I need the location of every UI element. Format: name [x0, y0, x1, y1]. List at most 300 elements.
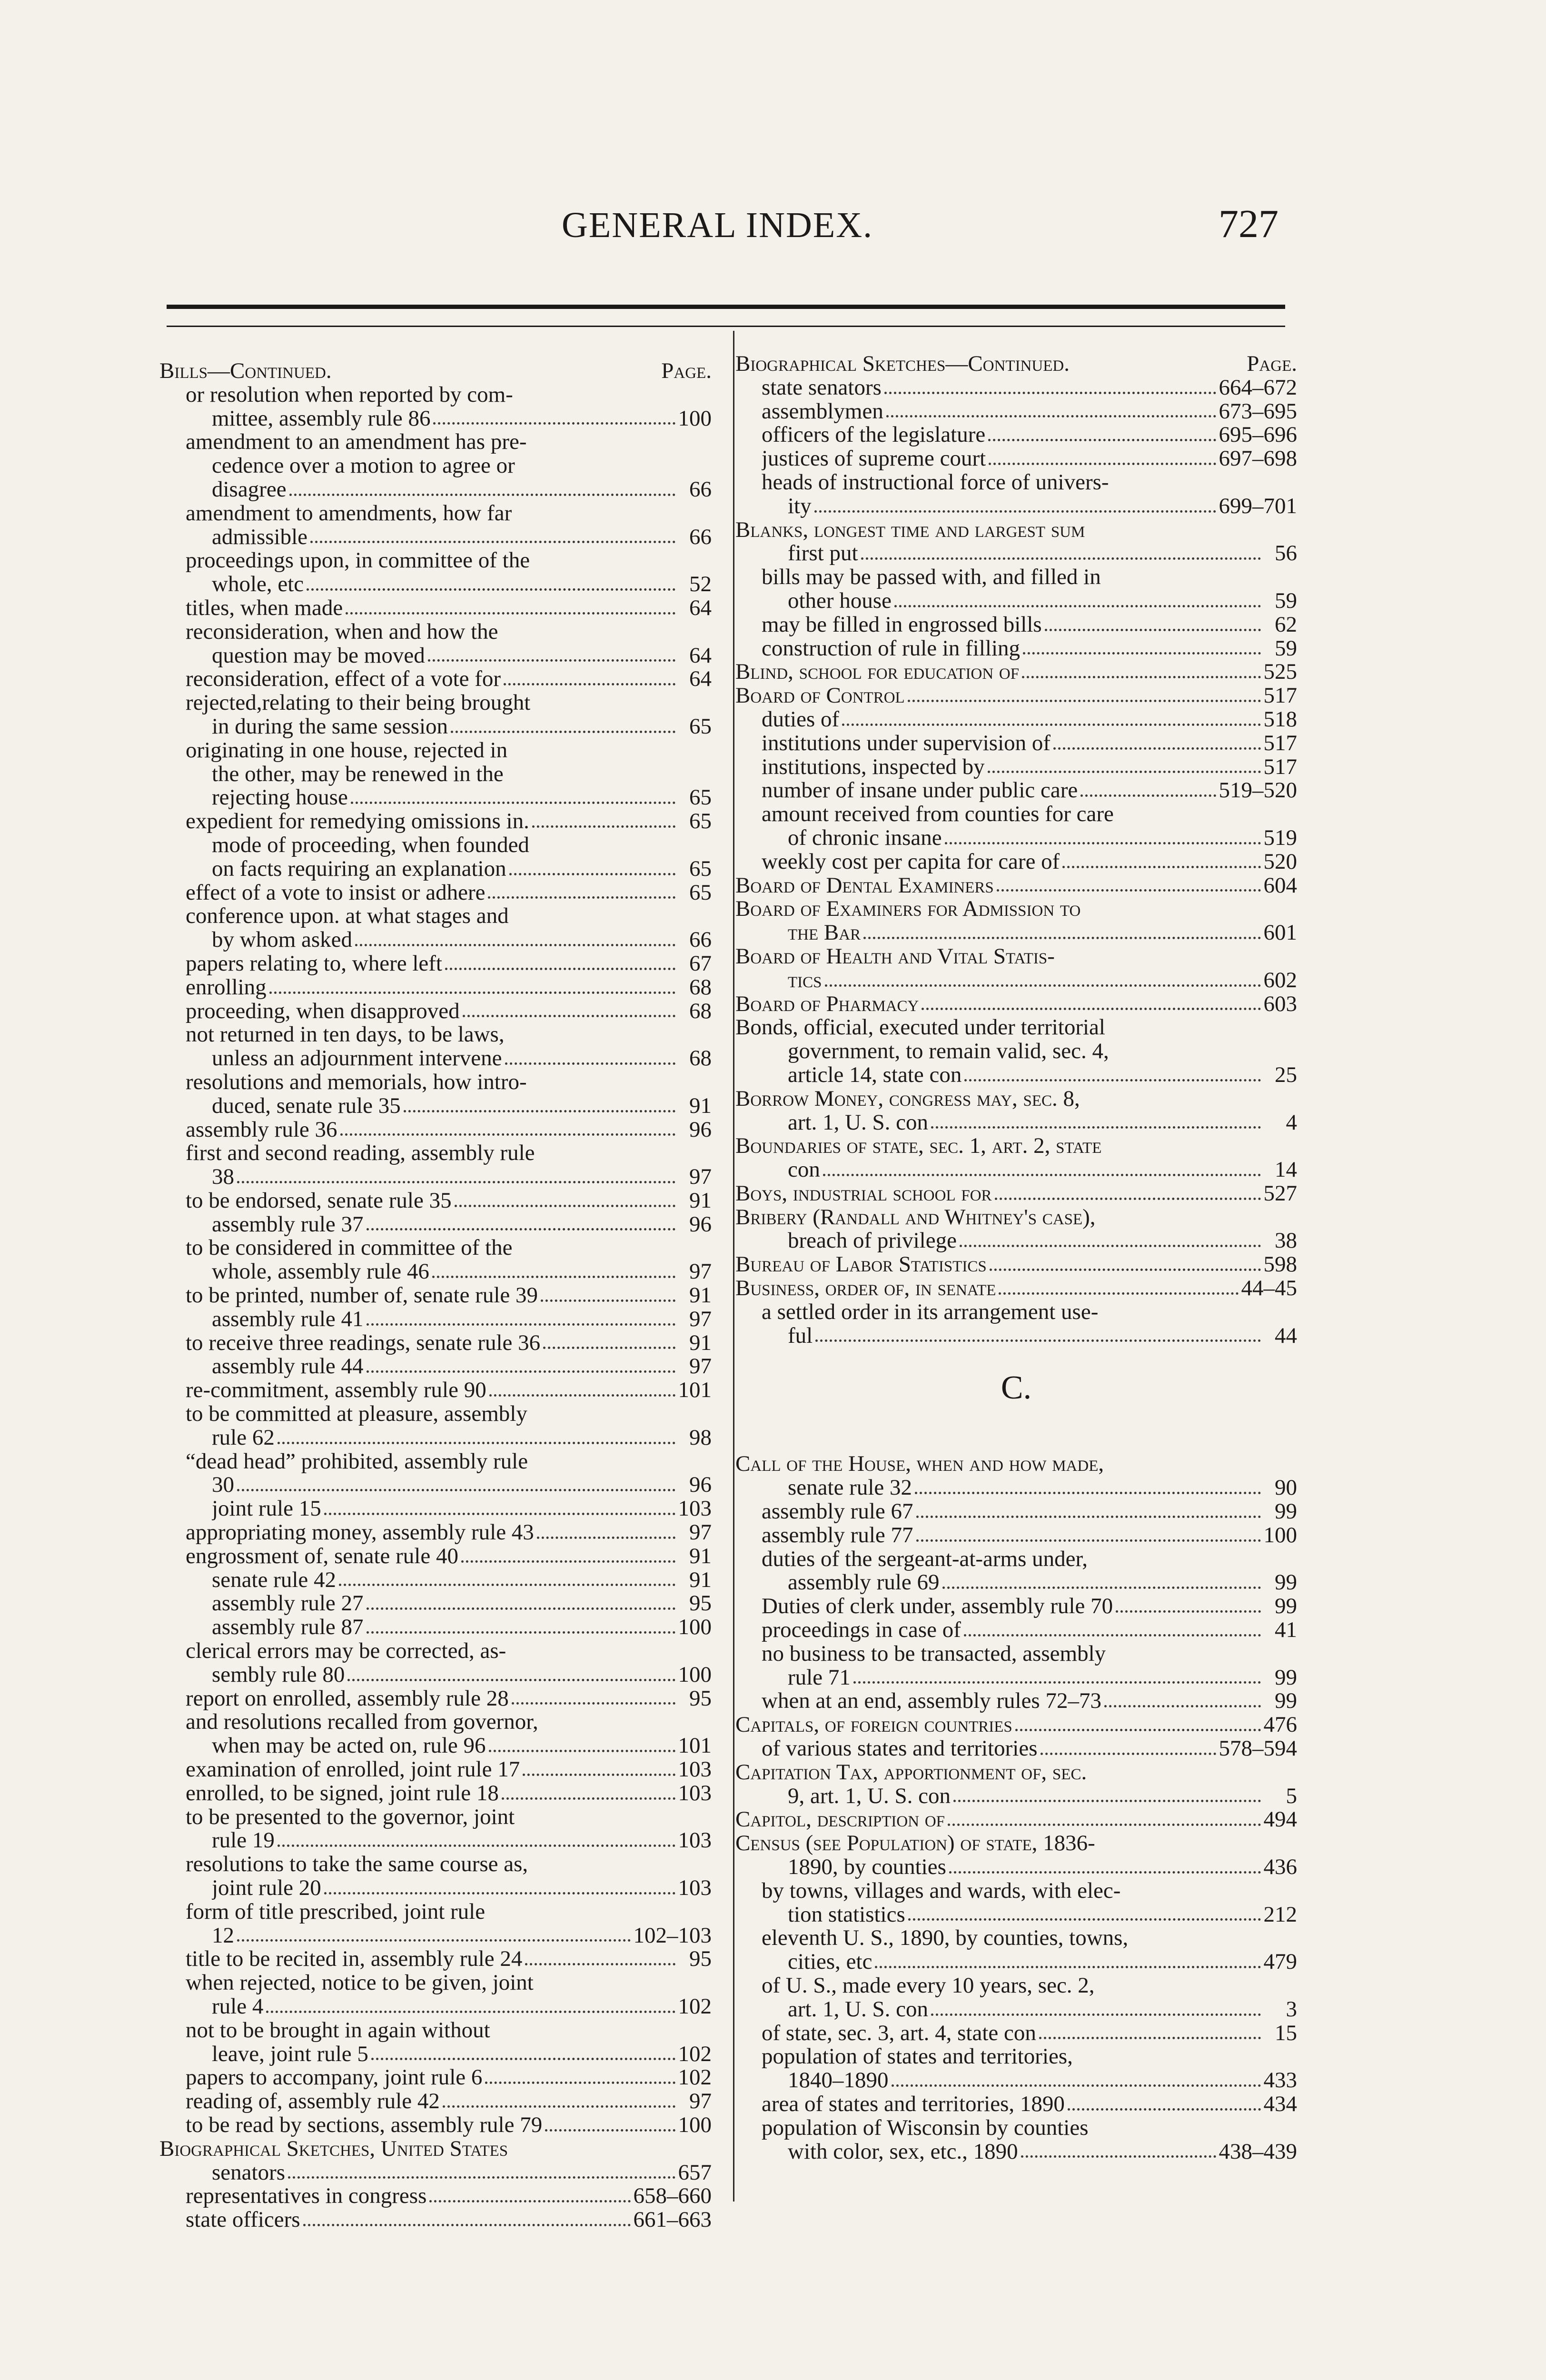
index-entry-text: of state, sec. 3, art. 4, state con — [762, 2021, 1036, 2045]
index-entry — [735, 1087, 1297, 1111]
index-entry-text: no business to be transacted, assembly — [762, 1642, 1106, 1666]
dot-leader — [875, 1965, 1260, 1968]
index-entry-text: weekly cost per capita for care of — [762, 850, 1060, 874]
index-entry-text: institutions under supervision of — [762, 731, 1051, 755]
index-entry-page: 438–439 — [1219, 2139, 1297, 2164]
index-entry — [159, 1023, 712, 1047]
index-entry-page: 103 — [678, 1757, 712, 1782]
index-entry-page: 97 — [689, 1259, 712, 1284]
index-entry-text: state senators — [762, 376, 882, 400]
index-entry-page: 96 — [689, 1117, 712, 1142]
dot-leader — [894, 605, 1261, 607]
index-entry — [735, 826, 1297, 850]
index-entry-text: other house — [788, 589, 892, 613]
index-entry — [735, 1761, 1297, 1785]
index-entry — [159, 1545, 712, 1568]
index-entry — [159, 1782, 712, 1805]
dot-leader — [404, 1110, 675, 1112]
index-entry-page: 15 — [1275, 2020, 1297, 2045]
dot-leader — [525, 1963, 675, 1965]
index-entry — [159, 1331, 712, 1355]
dot-leader — [455, 1204, 675, 1207]
index-entry — [159, 1308, 712, 1331]
dot-leader — [990, 1268, 1261, 1271]
index-entry — [735, 803, 1297, 826]
dot-leader — [324, 1892, 675, 1894]
index-entry — [159, 1000, 712, 1023]
index-entry-page: 103 — [678, 1875, 712, 1900]
index-entry-text: 1890, by counties — [788, 1855, 946, 1879]
index-entry — [735, 1158, 1297, 1182]
index-entry — [159, 596, 712, 620]
dot-leader — [428, 659, 675, 662]
index-entry — [735, 2045, 1297, 2069]
index-entry-text: 30 — [212, 1473, 234, 1497]
dot-leader — [324, 1512, 675, 1515]
index-entry-page: 520 — [1263, 849, 1297, 874]
index-entry — [159, 715, 712, 739]
index-entry-text: may be filled in engrossed bills — [762, 613, 1042, 637]
index-entry-page: 90 — [1275, 1475, 1297, 1500]
dot-leader — [277, 1844, 675, 1847]
index-entry-page: 96 — [689, 1472, 712, 1497]
index-entry-page: 41 — [1275, 1617, 1297, 1643]
dot-leader — [543, 1346, 675, 1349]
index-entry-text: engrossment of, senate rule 40 — [186, 1544, 458, 1568]
index-entry — [159, 2019, 712, 2043]
index-entry-page: 97 — [689, 2089, 712, 2114]
dot-leader — [351, 801, 675, 804]
index-entry — [735, 1476, 1297, 1500]
index-entry — [159, 928, 712, 952]
index-entry — [159, 1924, 712, 1948]
index-entry-text: Borrow Money, congress may, sec. 8, — [735, 1087, 1080, 1111]
index-entry-text: Census (see Population) of state, 1836- — [735, 1832, 1095, 1856]
index-entry-text: bills may be passed with, and filled in — [762, 565, 1101, 589]
index-entry-page: 476 — [1263, 1712, 1297, 1737]
dot-leader — [997, 889, 1261, 892]
index-entry-page: 657 — [678, 2160, 712, 2185]
index-entry-page: 68 — [689, 1046, 712, 1071]
index-entry-page: 519–520 — [1219, 778, 1297, 803]
index-entry-text: of various states and territories — [762, 1737, 1038, 1761]
index-entry-page: 673–695 — [1219, 398, 1297, 424]
index-entry-text: senators — [212, 2161, 286, 2185]
index-entry — [159, 2043, 712, 2066]
index-entry-page: 3 — [1286, 1996, 1297, 2022]
index-entry-page: 4 — [1286, 1110, 1297, 1135]
index-entry — [159, 1521, 712, 1545]
index-entry-page: 44–45 — [1241, 1276, 1297, 1301]
index-entry — [159, 407, 712, 431]
dot-leader — [916, 1539, 1261, 1542]
index-entry — [735, 1689, 1297, 1713]
index-entry-page: 59 — [1275, 635, 1297, 661]
dot-leader — [445, 967, 675, 970]
index-entry — [159, 1236, 712, 1260]
index-entry — [159, 1473, 712, 1497]
index-entry-text: 38 — [212, 1165, 234, 1189]
index-entry — [159, 430, 712, 454]
dot-leader — [931, 2013, 1261, 2016]
index-entry — [735, 1642, 1297, 1666]
index-entry-page: 601 — [1263, 920, 1297, 945]
index-entry-page: 66 — [689, 927, 712, 952]
index-entry — [159, 1639, 712, 1663]
index-entry — [735, 637, 1297, 661]
index-entry-page: 91 — [689, 1283, 712, 1308]
dot-leader — [892, 2084, 1261, 2087]
index-entry-page: 658–660 — [633, 2183, 712, 2209]
index-entry-page: 99 — [1275, 1499, 1297, 1524]
index-entry — [159, 2066, 712, 2090]
index-entry-text: not returned in ten days, to be laws, — [186, 1023, 505, 1047]
index-entry-text: Board of Pharmacy — [735, 992, 919, 1016]
index-entry-page: 91 — [689, 1567, 712, 1592]
index-entry-text: on facts requiring an explanation — [212, 857, 506, 881]
index-entry — [159, 1947, 712, 1971]
index-entry-text: report on enrolled, assembly rule 28 — [186, 1686, 509, 1711]
dot-leader — [485, 2081, 675, 2084]
dot-leader — [489, 1749, 675, 1752]
index-entry — [159, 1853, 712, 1876]
dot-leader — [853, 1681, 1261, 1684]
index-entry-page: 65 — [689, 880, 712, 905]
index-entry — [159, 526, 712, 549]
index-entry-text: Capitals, of foreign countries — [735, 1713, 1012, 1737]
dot-leader — [339, 1583, 675, 1586]
dot-leader — [1015, 1728, 1261, 1731]
index-entry-text: the Bar — [788, 921, 861, 945]
dot-leader — [953, 1799, 1261, 1802]
index-entry-text: ity — [788, 494, 812, 518]
index-entry-text: whole, etc — [212, 573, 304, 596]
index-entry-text: by towns, villages and wards, with elec- — [762, 1879, 1121, 1903]
dot-leader — [915, 1491, 1261, 1494]
index-entry-page: 67 — [689, 951, 712, 976]
index-entry-text: to be considered in committee of the — [186, 1236, 513, 1260]
dot-leader — [461, 1560, 675, 1563]
index-entry-text: enrolled, to be signed, joint rule 18 — [186, 1781, 499, 1805]
index-entry — [159, 786, 712, 810]
index-entry — [159, 454, 712, 478]
index-entry-text: 9, art. 1, U. S. con — [788, 1784, 951, 1808]
index-entry-text: rejected,relating to their being brought — [186, 691, 531, 715]
dot-leader — [1104, 1705, 1261, 1707]
index-entry-text: joint rule 20 — [212, 1876, 321, 1900]
dot-leader — [463, 1014, 675, 1017]
index-entry-text: of chronic insane — [788, 826, 942, 850]
dot-leader — [884, 391, 1216, 394]
index-entry-text: and resolutions recalled from governor, — [186, 1710, 538, 1735]
index-entry-page: 697–698 — [1219, 446, 1297, 471]
index-entry-text: Biographical Sketches—Continued. — [735, 352, 1070, 376]
index-entry-text: 1840–1890 — [788, 2069, 889, 2092]
index-entry-text: Boundaries of state, sec. 1, art. 2, state — [735, 1134, 1102, 1159]
index-entry — [735, 1134, 1297, 1158]
dot-leader — [367, 1370, 676, 1373]
index-entry — [735, 376, 1297, 400]
index-entry-page: 64 — [689, 595, 712, 620]
page-header — [0, 202, 1546, 257]
index-entry-text: examination of enrolled, joint rule 17 — [186, 1758, 520, 1782]
index-entry-page: 68 — [689, 974, 712, 1000]
index-entry-page: 433 — [1263, 2068, 1297, 2093]
index-entry — [159, 1710, 712, 1734]
index-entry-text: Capitol, description of — [735, 1808, 945, 1832]
index-entry-text: clerical errors may be corrected, as- — [186, 1639, 506, 1663]
dot-leader — [999, 1292, 1238, 1295]
dot-leader — [995, 1197, 1261, 1200]
dot-leader — [942, 1586, 1261, 1589]
index-entry — [159, 644, 712, 668]
index-entry-page: 494 — [1263, 1807, 1297, 1832]
index-entry-text: population of states and territories, — [762, 2045, 1073, 2069]
index-entry-page: 100 — [678, 2112, 712, 2137]
index-entry — [159, 1402, 712, 1426]
index-entry-text: senate rule 32 — [788, 1476, 912, 1500]
index-entry — [735, 945, 1297, 969]
index-entry-text: when rejected, notice to be given, joint — [186, 1971, 534, 1995]
index-entry — [735, 565, 1297, 589]
index-entry-page: 527 — [1263, 1180, 1297, 1206]
dot-leader — [1021, 2155, 1216, 2158]
index-entry-text: to be printed, number of, senate rule 39 — [186, 1284, 538, 1308]
index-entry-text: assembly rule 69 — [788, 1571, 940, 1595]
index-entry — [159, 1592, 712, 1616]
index-entry — [735, 495, 1297, 518]
index-entry-text: unless an adjournment intervene — [212, 1047, 502, 1071]
dot-leader — [303, 2223, 631, 2226]
index-entry — [735, 1595, 1297, 1618]
dot-leader — [949, 1871, 1261, 1874]
dot-leader — [964, 1079, 1261, 1081]
index-entry-text: amendment to an amendment has pre- — [186, 430, 527, 455]
dot-leader — [886, 415, 1216, 417]
index-entry — [735, 1500, 1297, 1524]
dot-leader — [532, 825, 675, 828]
dot-leader — [1039, 2036, 1261, 2039]
index-entry — [159, 502, 712, 526]
dot-leader — [451, 730, 675, 733]
index-entry — [159, 1284, 712, 1308]
index-entry-text: Bonds, official, executed under territorial — [735, 1016, 1105, 1040]
index-entry-text: assembly rule 44 — [212, 1355, 364, 1379]
index-entry-text: resolutions and memorials, how intro- — [186, 1070, 527, 1094]
index-entry-text: Board of Dental Examiners — [735, 873, 994, 898]
index-entry-page: 602 — [1263, 967, 1297, 992]
index-entry-page: 103 — [678, 1496, 712, 1521]
index-entry-text: state officers — [186, 2208, 300, 2232]
index-entry — [735, 2116, 1297, 2140]
index-entry-text: cedence over a motion to agree or — [212, 454, 515, 478]
index-entry-page: 62 — [1275, 612, 1297, 637]
index-entry — [735, 850, 1297, 874]
index-entry-page: 38 — [1275, 1228, 1297, 1253]
index-entry — [735, 613, 1297, 637]
index-entry-text: population of Wisconsin by counties — [762, 2116, 1089, 2140]
dot-leader — [502, 1797, 675, 1800]
index-entry — [735, 1879, 1297, 1903]
index-entry-page: 95 — [689, 1946, 712, 1972]
index-entry-page: 517 — [1263, 730, 1297, 755]
dot-leader — [922, 1007, 1260, 1010]
index-entry — [735, 1950, 1297, 1974]
index-entry-text: first put — [788, 542, 858, 566]
dot-leader — [823, 1173, 1261, 1176]
index-entry — [159, 383, 712, 407]
index-entry-text: assembly rule 37 — [212, 1212, 364, 1237]
index-entry-page: 101 — [678, 1378, 712, 1403]
dot-leader — [1023, 652, 1261, 654]
index-entry — [159, 1497, 712, 1521]
index-entry-text: rule 19 — [212, 1829, 275, 1853]
index-entry-text: Bureau of Labor Statistics — [735, 1253, 987, 1277]
dot-leader — [1045, 628, 1261, 631]
index-entry — [735, 1016, 1297, 1040]
index-entry-text: of U. S., made every 10 years, sec. 2, — [762, 1974, 1095, 1998]
index-entry-page: 603 — [1263, 991, 1297, 1016]
index-entry — [159, 952, 712, 976]
index-entry — [735, 1832, 1297, 1855]
index-entry — [159, 1450, 712, 1474]
index-entry — [159, 1213, 712, 1237]
dot-leader — [523, 1773, 675, 1776]
index-entry-page: 65 — [689, 714, 712, 739]
index-entry-page: 99 — [1275, 1688, 1297, 1714]
dot-leader — [277, 1441, 675, 1444]
index-entry-page: 91 — [689, 1093, 712, 1118]
dot-leader — [346, 612, 675, 615]
dot-leader — [488, 896, 675, 899]
index-entry-text: 12 — [212, 1924, 234, 1948]
dot-leader — [545, 2129, 675, 2132]
index-entry — [159, 1378, 712, 1402]
index-entry-page: 68 — [689, 998, 712, 1023]
index-entry-text: Board of Health and Vital Statis- — [735, 944, 1055, 969]
index-entry — [159, 1995, 712, 2019]
dot-leader — [310, 540, 675, 543]
index-entry-page: 44 — [1275, 1323, 1297, 1348]
index-entry-page: Page. — [661, 358, 712, 383]
dot-leader — [443, 2105, 675, 2108]
index-entry-text: a settled order in its arrangement use- — [762, 1300, 1099, 1324]
dot-leader — [512, 1702, 675, 1705]
dot-leader — [988, 770, 1261, 773]
index-entry — [735, 518, 1297, 542]
index-entry-text: not to be brought in again without — [186, 2018, 490, 2043]
index-entry-text: assemblymen — [762, 399, 883, 424]
index-entry-page: 99 — [1275, 1594, 1297, 1619]
index-entry-text: mode of proceeding, when founded — [212, 833, 529, 857]
index-entry-text: assembly rule 77 — [762, 1523, 913, 1547]
index-entry-page: 95 — [689, 1591, 712, 1616]
index-entry — [735, 897, 1297, 921]
dot-leader — [815, 1339, 1261, 1342]
index-entry — [735, 1524, 1297, 1547]
index-entry-text: admissible — [212, 525, 308, 549]
index-entry-text: breach of privilege — [788, 1229, 957, 1253]
index-entry — [735, 1737, 1297, 1761]
index-entry-text: Bills—Continued. — [159, 359, 332, 383]
index-entry-page: 212 — [1263, 1902, 1297, 1927]
dot-leader — [367, 1228, 676, 1230]
index-entry-page: 97 — [689, 1164, 712, 1190]
index-entry — [735, 1855, 1297, 1879]
index-entry-text: disagree — [212, 477, 287, 502]
index-entry-text: senate rule 42 — [212, 1568, 337, 1592]
index-entry — [735, 589, 1297, 613]
index-entry-page: 64 — [689, 666, 712, 692]
index-entry-text: first and second reading, assembly rule — [186, 1141, 535, 1166]
dot-leader — [964, 1634, 1261, 1636]
index-entry — [735, 779, 1297, 803]
index-entry-page: 91 — [689, 1188, 712, 1213]
index-entry — [159, 1094, 712, 1118]
index-entry-text: conference upon. at what stages and — [186, 904, 509, 929]
index-entry-text: “dead head” prohibited, assembly rule — [186, 1449, 528, 1474]
index-entry-text: art. 1, U. S. con — [788, 1111, 929, 1135]
index-entry-text: or resolution when reported by com- — [186, 383, 513, 407]
index-entry-text: Blanks, longest time and largest sum — [735, 518, 1085, 542]
index-entry-text: duties of — [762, 707, 840, 732]
right-index-column — [735, 352, 1297, 2163]
index-entry-text: justices of supreme court — [762, 447, 986, 471]
index-entry-text: eleventh U. S., 1890, by counties, towns, — [762, 1926, 1129, 1951]
index-entry — [159, 1758, 712, 1782]
dot-leader — [989, 462, 1216, 465]
index-entry — [735, 1206, 1297, 1230]
column-divider — [733, 331, 734, 2202]
dot-leader — [825, 984, 1261, 987]
index-entry-page: 25 — [1275, 1062, 1297, 1087]
index-entry-text: proceedings in case of — [762, 1618, 961, 1642]
index-entry — [735, 1713, 1297, 1737]
index-entry-page: 517 — [1263, 754, 1297, 779]
index-entry-text: government, to remain valid, sec. 4, — [788, 1040, 1109, 1063]
index-entry-text: Board of Control — [735, 684, 905, 708]
index-entry — [159, 1900, 712, 1924]
index-entry-text: assembly rule 41 — [212, 1307, 364, 1331]
index-entry-text: proceeding, when disapproved — [186, 999, 460, 1023]
index-entry — [735, 1808, 1297, 1832]
index-entry — [735, 1618, 1297, 1642]
index-entry-text: duced, senate rule 35 — [212, 1094, 401, 1118]
index-entry-text: titles, when made — [186, 596, 343, 620]
index-entry — [735, 1974, 1297, 1998]
index-entry-page: 100 — [678, 1662, 712, 1687]
dot-leader — [1080, 794, 1216, 797]
dot-leader — [908, 699, 1261, 702]
index-entry — [735, 684, 1297, 708]
index-entry-page: 95 — [689, 1686, 712, 1711]
dot-leader — [237, 1939, 631, 1942]
index-entry — [159, 691, 712, 715]
dot-leader — [371, 2057, 675, 2060]
dot-leader — [237, 1180, 675, 1183]
index-entry-page: 99 — [1275, 1665, 1297, 1690]
index-entry — [159, 1165, 712, 1189]
index-entry-page: 519 — [1263, 825, 1297, 850]
dot-leader — [908, 1918, 1261, 1921]
index-entry-page: 517 — [1263, 683, 1297, 708]
index-entry — [735, 1785, 1297, 1808]
index-entry-text: papers to accompany, joint rule 6 — [186, 2066, 483, 2090]
dot-leader — [269, 991, 675, 994]
index-entry — [735, 1998, 1297, 2022]
index-entry — [159, 2090, 712, 2113]
dot-leader — [861, 557, 1261, 560]
